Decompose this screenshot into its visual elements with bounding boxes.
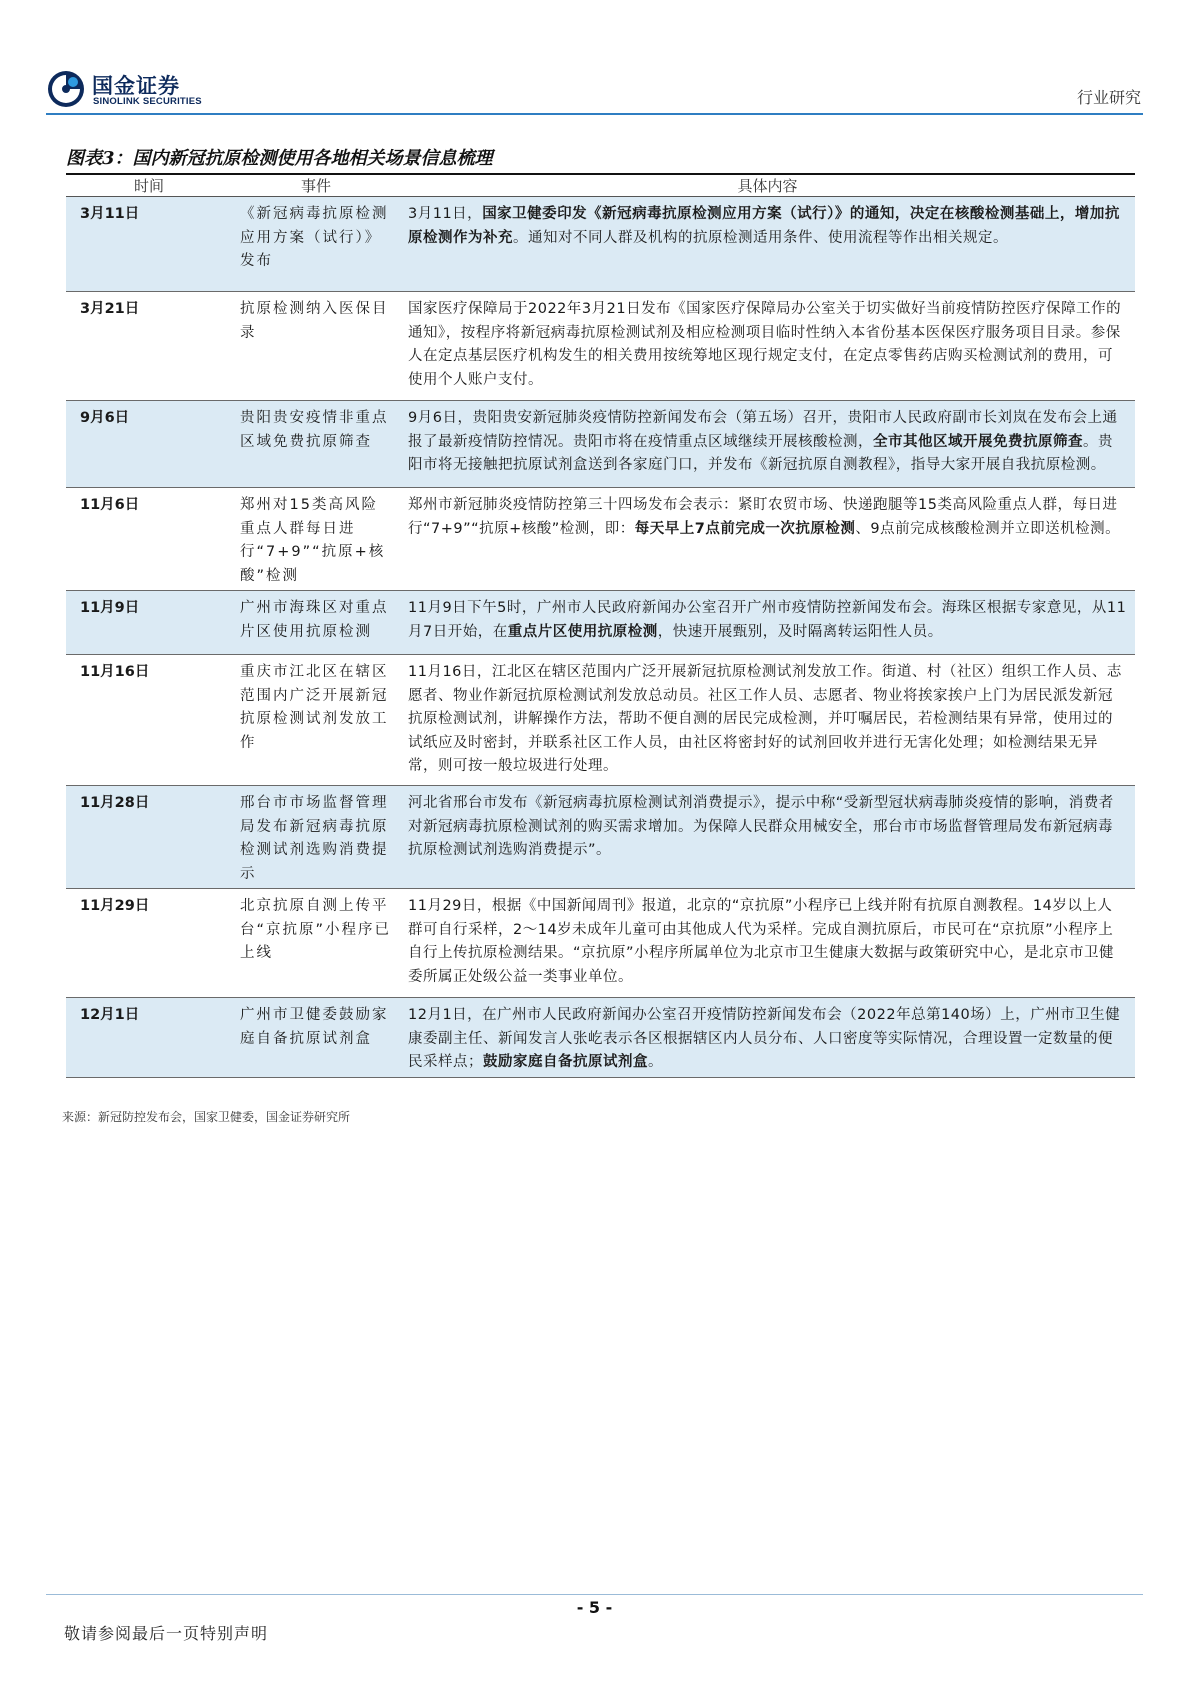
sinolink-logo [46,69,218,109]
column-header-content: 具体内容 [400,175,1135,197]
source-note: 来源：新冠防控发布会，国家卫健委，国金证券研究所 [62,1110,351,1124]
table-body [66,197,1135,1078]
figure-title: 图表3：国内新冠抗原检测使用各地相关场景信息梳理 [66,148,493,169]
table-row [66,889,1135,998]
row-content [400,401,1135,488]
row-content [400,197,1135,292]
table-header-row [66,175,1135,197]
content-text: 。通知对不同人群及机构的抗原检测适用条件、使用流程等作出相关规定。 [513,229,1008,246]
section-label: 行业研究 [1076,88,1141,107]
row-date: 11月29日 [66,889,232,998]
row-event: 广州市海珠区对重点片区使用抗原检测 [232,591,400,655]
content-text: 11月16日，江北区在辖区范围内广泛开展新冠抗原检测试剂发放工作。街道、村（社区）组织工作人员、志愿者、物业作新冠抗原检测试剂发放总动员。社区工作人员、志愿者、物业将挨家挨户上门为居民派发新冠抗原检测试剂，讲解操作方法，帮助不便自测的居民完成检测，并叮嘱居民，若检测结果有异常，使用过的试纸应及时密封，并联系社区工作人员，由社区将密封好的试剂回收并进行无害化处理；如检测结果无异常，则可按一般垃圾进行处理。 [408,664,1122,774]
info-table [66,175,1135,1078]
column-header-time: 时间 [66,175,232,197]
content-emphasis: 重点片区使用抗原检测 [507,623,658,640]
row-event: 重庆市江北区在辖区范围内广泛开展新冠抗原检测试剂发放工作 [232,655,400,786]
table-row [66,591,1135,655]
row-event: 北京抗原自测上传平台“京抗原”小程序已上线 [232,889,400,998]
table-row [66,786,1135,889]
disclaimer-text: 敬请参阅最后一页特别声明 [64,1624,269,1643]
row-date: 11月6日 [66,488,232,591]
row-event: 抗原检测纳入医保目录 [232,292,400,401]
sinolink-logo-icon [46,69,86,109]
row-date: 11月9日 [66,591,232,655]
content-text: 12月1日，在广州市人民政府新闻办公室召开疫情防控新闻发布会（2022年总第140场）上，广州市卫生健康委副主任、新闻发言人张屹表示各区根据辖区内人员分布、人口密度等实际情况，合理设置一定数量的便民采样点； [408,1007,1121,1070]
table-row [66,488,1135,591]
row-event: 贵阳贵安疫情非重点区域免费抗原筛查 [232,401,400,488]
content-text: 河北省邢台市发布《新冠病毒抗原检测试剂消费提示》，提示中称“受新型冠状病毒肺炎疫情的影响，消费者对新冠病毒抗原检测试剂的购买需求增加。为保障人民群众用械安全，邢台市市场监督管理局发布新冠病毒抗原检测试剂选购消费提示”。 [408,795,1114,858]
column-header-event: 事件 [232,175,400,197]
row-date: 3月11日 [66,197,232,292]
table-row [66,655,1135,786]
row-content [400,889,1135,998]
table-row [66,998,1135,1078]
row-event: 《新冠病毒抗原检测应用方案（试行）》发布 [232,197,400,292]
row-date: 11月16日 [66,655,232,786]
brand-name-en: SINOLINK SECURITIES [93,96,202,107]
content-text: 国家医疗保障局于2022年3月21日发布《国家医疗保障局办公室关于切实做好当前疫情防控医疗保障工作的通知》，按程序将新冠病毒抗原检测试剂及相应检测项目临时性纳入本省份基本医保医疗服务项目目录。参保人在定点基层医疗机构发生的相关费用按统筹地区现行规定支付，在定点零售药店购买检测试剂的费用，可使用个人账户支付。 [408,301,1122,388]
row-event: 邢台市市场监督管理局发布新冠病毒抗原检测试剂选购消费提示 [232,786,400,889]
row-date: 11月28日 [66,786,232,889]
content-emphasis: 每天早上7点前完成一次抗原检测 [634,520,856,537]
content-text: 郑州市新冠肺炎疫情防控第三十四场发布会表示：紧盯农贸市场、快递跑腿等15类高风险重点人群，每日进行“7+9”“抗原+核酸”检测，即： [408,497,1118,537]
table-row [66,292,1135,401]
row-content [400,998,1135,1078]
row-event: 广州市卫健委鼓励家庭自备抗原试剂盒 [232,998,400,1078]
content-text: 9月6日，贵阳贵安新冠肺炎疫情防控新闻发布会（第五场）召开，贵阳市人民政府副市长刘岚在发布会上通报了最新疫情防控情况。贵阳市将在疫情重点区域继续开展核酸检测， [408,410,1118,450]
footer-divider [46,1594,1143,1595]
content-text: 11月29日，根据《中国新闻周刊》报道，北京的“京抗原”小程序已上线并附有抗原自测教程。14岁以上人群可自行采样，2～14岁未成年儿童可由其他成人代为采样。完成自测抗原后，市民可在“京抗原”小程序上自行上传抗原检测结果。“京抗原”小程序所属单位为北京市卫生健康大数据与政策研究中心，是北京市卫健委所属正处级公益一类事业单位。 [408,898,1115,985]
content-text: ，快速开展甄别，及时隔离转运阳性人员。 [657,623,943,640]
row-date: 9月6日 [66,401,232,488]
header-divider [46,113,1143,115]
row-content [400,591,1135,655]
content-emphasis: 国家卫健委印发《新冠病毒抗原检测应用方案（试行）》的通知，决定在核酸检测基础上，增加抗原检测作为补充 [408,206,1120,246]
content-text: 。贵阳市将无接触把抗原试剂盒送到各家庭门口，并发布《新冠抗原自测教程》，指导大家开展自我抗原检测。 [408,433,1113,473]
page-number: - 5 - [576,1598,613,1617]
row-content [400,488,1135,591]
row-content [400,655,1135,786]
row-date: 12月1日 [66,998,232,1078]
content-emphasis: 全市其他区域开展免费抗原筛查 [873,433,1083,450]
content-text: 3月11日， [408,206,483,222]
content-text: 、9点前完成核酸检测并立即送机检测。 [855,520,1121,537]
brand-name-cn: 国金证券 [92,74,180,98]
content-emphasis: 鼓励家庭自备抗原试剂盒 [483,1054,648,1070]
row-content [400,786,1135,889]
content-text: 11月9日下午5时，广州市人民政府新闻办公室召开广州市疫情防控新闻发布会。海珠区根据专家意见，从11月7日开始，在 [408,600,1127,640]
table-row [66,401,1135,488]
table-row [66,197,1135,292]
row-date: 3月21日 [66,292,232,401]
content-text: 。 [648,1054,663,1070]
row-event: 郑州对15类高风险重点人群每日进行“7+9”“抗原+核酸”检测 [232,488,400,591]
row-content [400,292,1135,401]
